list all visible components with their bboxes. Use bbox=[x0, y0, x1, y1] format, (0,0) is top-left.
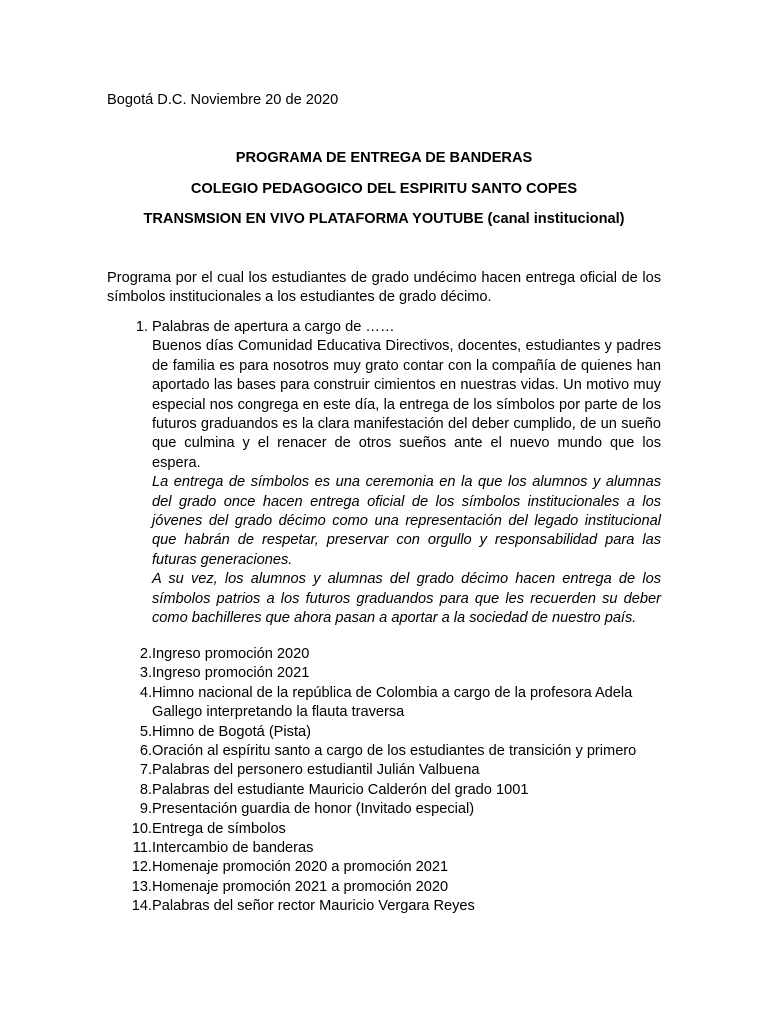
list-number: 5. bbox=[139, 723, 152, 740]
list-number: 11. bbox=[132, 840, 152, 857]
list-item-text: Homenaje promoción 2020 a promoción 2021 bbox=[152, 859, 449, 876]
list-item bbox=[107, 742, 661, 761]
list-number: 9. bbox=[139, 801, 152, 818]
list-item bbox=[107, 684, 661, 723]
title-program: PROGRAMA DE ENTREGA DE BANDERAS bbox=[235, 150, 533, 166]
list-number: 4. bbox=[139, 684, 152, 701]
list-item bbox=[107, 858, 661, 877]
list-item bbox=[107, 897, 661, 916]
item-title: Palabras de apertura a cargo de …… bbox=[152, 319, 395, 335]
list-number: 7. bbox=[139, 762, 152, 779]
list-item-text: Palabras del estudiante Mauricio Calderón del grado 1001 bbox=[152, 781, 529, 798]
list-number: 12. bbox=[131, 859, 152, 876]
list-item-text: Ingreso promoción 2021 bbox=[152, 665, 310, 682]
list-item bbox=[107, 820, 661, 839]
list-item-text: Himno nacional de la república de Colombia a cargo de la profesora Adela Gallego interpretando la flauta traversa bbox=[152, 684, 633, 721]
list-item bbox=[107, 664, 661, 683]
list-number: 1. bbox=[135, 319, 148, 335]
ceremony-description-paragraph: La entrega de símbolos es una ceremonia en la que los alumnos y alumnas del grado once hacen entrega oficial de los símbolos institucionales a los jóvenes del grado décimo como una representación del legado institucional que habrán de respetar, preservar con orgullo y responsabilidad para las futuras generaciones. bbox=[152, 474, 661, 568]
list-number: 13. bbox=[131, 878, 152, 895]
list-number: 6. bbox=[139, 743, 152, 760]
list-item bbox=[107, 839, 661, 858]
list-item bbox=[107, 645, 661, 664]
list-item-text: Himno de Bogotá (Pista) bbox=[152, 723, 311, 740]
list-item bbox=[107, 878, 661, 897]
list-item-1 bbox=[107, 318, 661, 629]
list-number: 3. bbox=[139, 665, 152, 682]
list-item bbox=[107, 781, 661, 800]
program-list bbox=[107, 645, 661, 917]
list-item-content bbox=[152, 318, 661, 629]
date-line: Bogotá D.C. Noviembre 20 de 2020 bbox=[107, 92, 339, 108]
intro-paragraph: Programa por el cual los estudiantes de grado undécimo hacen entrega oficial de los símbolos institucionales a los estudiantes de grado décimo. bbox=[107, 270, 661, 306]
list-number: 14. bbox=[131, 898, 152, 915]
list-item-text: Intercambio de banderas bbox=[152, 840, 314, 857]
title-broadcast: TRANSMSION EN VIVO PLATAFORMA YOUTUBE (canal institucional) bbox=[143, 211, 625, 227]
list-number: 10. bbox=[131, 820, 152, 837]
list-item-text: Palabras del personero estudiantil Julián Valbuena bbox=[152, 762, 480, 779]
list-item-text: Presentación guardia de honor (Invitado especial) bbox=[152, 801, 475, 818]
list-item-text: Entrega de símbolos bbox=[152, 820, 286, 837]
title-school: COLEGIO PEDAGOGICO DEL ESPIRITU SANTO COPES bbox=[190, 181, 578, 197]
list-item-text: Oración al espíritu santo a cargo de los estudiantes de transición y primero bbox=[152, 743, 637, 760]
list-item-text: Palabras del señor rector Mauricio Vergara Reyes bbox=[152, 898, 475, 915]
list-item-text: Homenaje promoción 2021 a promoción 2020 bbox=[152, 878, 449, 895]
list-item bbox=[107, 800, 661, 819]
list-item bbox=[107, 761, 661, 780]
list-item-text: Ingreso promoción 2020 bbox=[152, 646, 310, 662]
opening-speech-paragraph: Buenos días Comunidad Educativa Directivos, docentes, estudiantes y padres de familia es para nosotros muy grato contar con la compañía de quienes han aportado las bases para construir cimientos en nuestras vidas. Un motivo muy especial nos congrega en este día, la entrega de los símbolos por parte de los futuros graduandos es la clara manifestación del deber cumplido, de un sueño que culmina y el renacer de otros sueños ante el nuevo mundo que los espera. bbox=[152, 338, 661, 471]
list-item bbox=[107, 723, 661, 742]
symbols-exchange-paragraph: A su vez, los alumnos y alumnas del grado décimo hacen entrega de los símbolos patrios a los futuros graduandos para que les recuerden su deber como bachilleres que ahora pasan a aportar a la sociedad de nuestro país. bbox=[152, 571, 661, 627]
list-number: 8. bbox=[139, 781, 152, 798]
list-number: 2. bbox=[139, 646, 152, 662]
